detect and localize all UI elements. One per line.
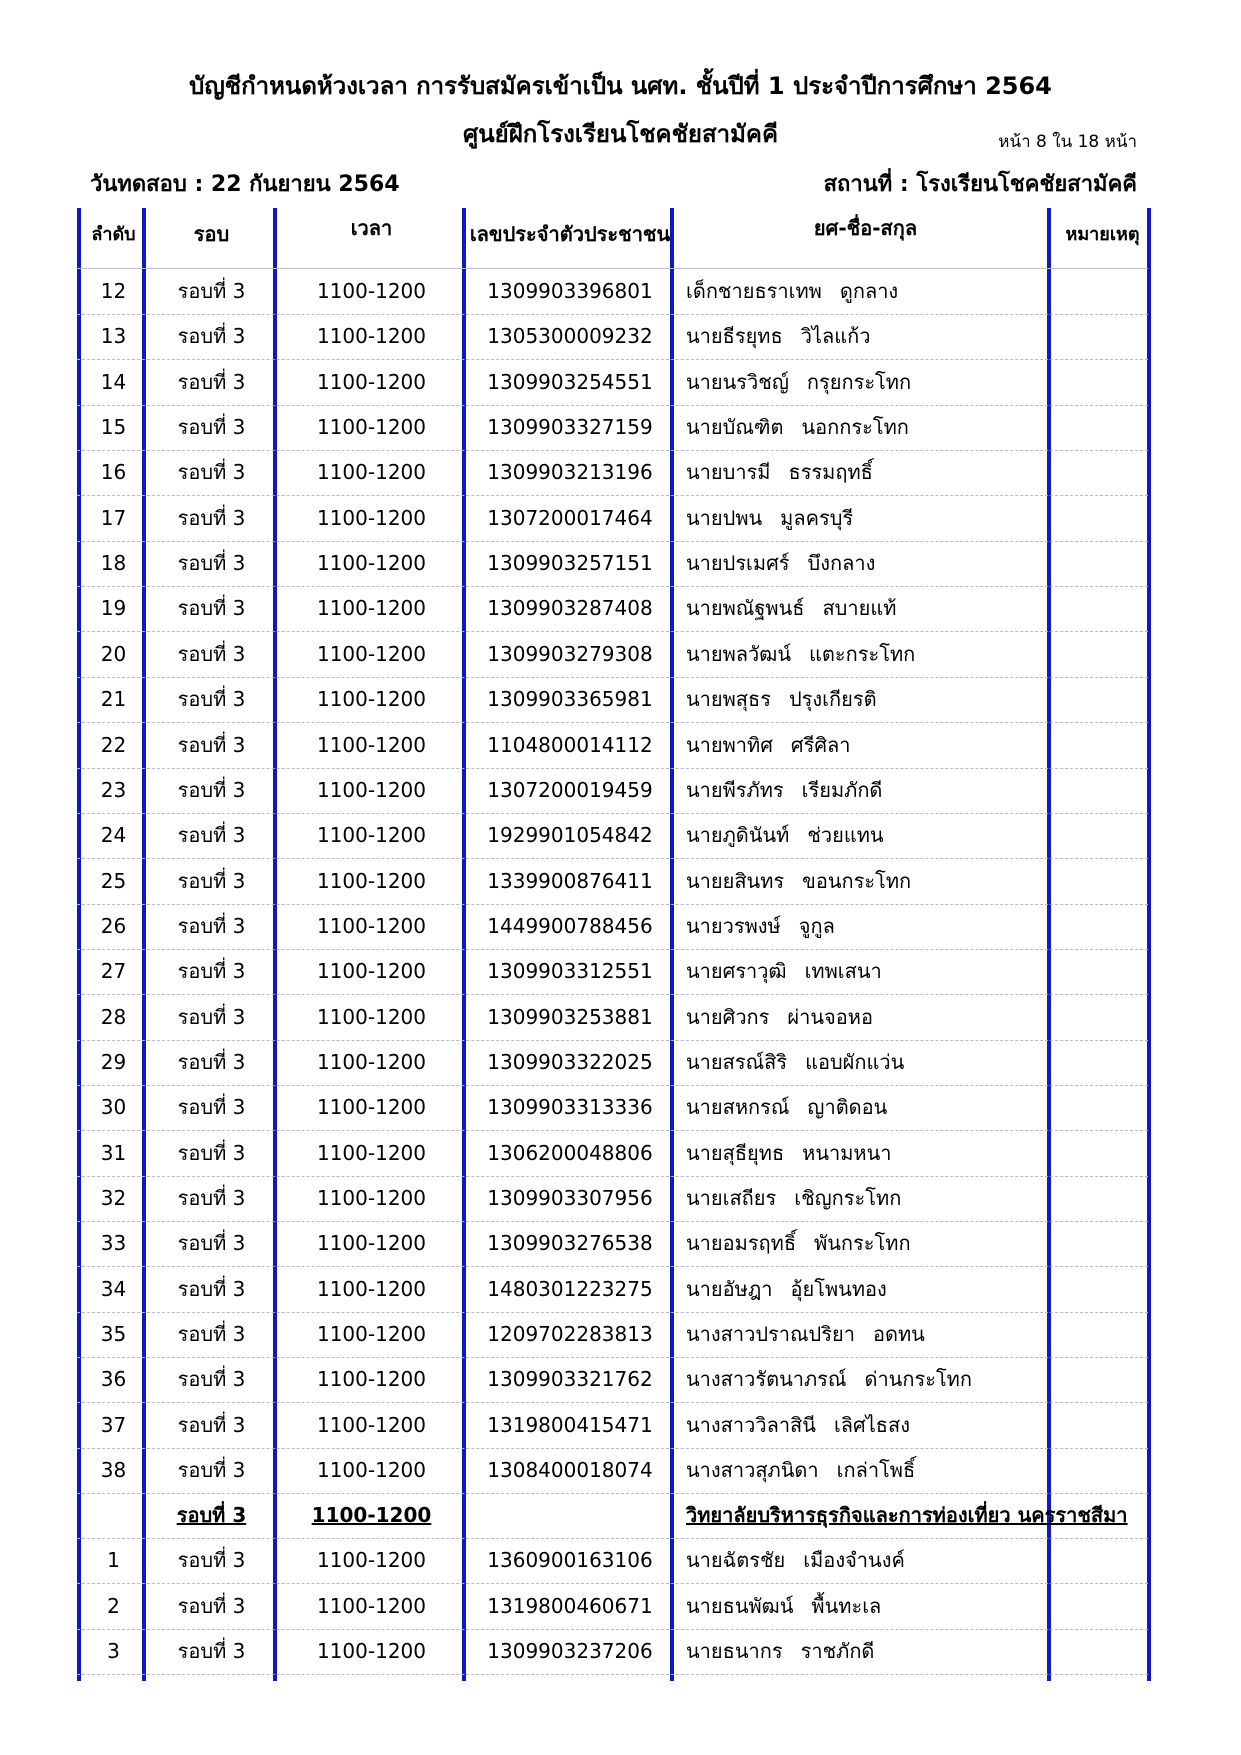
first-name: นายธีรยุทธ (686, 324, 783, 348)
first-name: นายบัณฑิต (686, 415, 784, 439)
first-name: นางสาวรัตนาภรณ์ (686, 1367, 847, 1391)
row-note (1057, 1040, 1148, 1085)
row-note (1057, 1357, 1148, 1402)
row-round: รอบที่ 3 (177, 460, 246, 484)
table-row (77, 949, 1148, 994)
row-round: รอบที่ 3 (177, 551, 246, 575)
row-round: รอบที่ 3 (177, 1277, 246, 1301)
row-round: รอบที่ 3 (177, 642, 246, 666)
table-row (77, 541, 1148, 586)
row-citizen-id: 1309903307956 (487, 1186, 653, 1210)
row-time: 1100-1200 (316, 1639, 426, 1663)
table-row (77, 1629, 1148, 1674)
table-row (77, 1040, 1148, 1085)
row-note (1057, 496, 1148, 541)
row-full-name (678, 1538, 1061, 1583)
table-row (77, 768, 1148, 813)
table-row (77, 1448, 1148, 1493)
row-citizen-id: 1209702283813 (487, 1322, 653, 1346)
row-citizen-id: 1309903276538 (487, 1231, 653, 1255)
row-full-name (678, 1403, 1061, 1448)
row-number: 21 (100, 687, 127, 711)
row-number: 24 (100, 823, 127, 847)
row-citizen-id: 1308400018074 (487, 1458, 653, 1482)
row-time: 1100-1200 (316, 1413, 426, 1437)
row-citizen-id: 1309903257151 (487, 551, 653, 575)
table-row (77, 496, 1148, 541)
row-number: 19 (100, 596, 127, 620)
header-no: ลำดับ (91, 224, 136, 245)
first-name: นายฉัตรชัย (686, 1548, 786, 1572)
row-number: 29 (100, 1050, 127, 1074)
first-name: นางสาววิลาสินี (686, 1413, 816, 1437)
row-note (1057, 677, 1148, 722)
last-name: เลิศไธสง (833, 1413, 910, 1437)
row-round: รอบที่ 3 (177, 1458, 246, 1482)
row-full-name (678, 632, 1061, 677)
table-header-row (77, 212, 1148, 257)
row-number: 13 (100, 324, 127, 348)
row-round: รอบที่ 3 (177, 1095, 246, 1119)
row-note (1057, 1403, 1148, 1448)
row-note (1057, 1085, 1148, 1130)
row-round: รอบที่ 3 (177, 279, 246, 303)
last-name: สบายแท้ (822, 596, 897, 620)
row-round: รอบที่ 3 (177, 1005, 246, 1029)
last-name: เมืองจำนงค์ (803, 1548, 905, 1572)
first-name: นายศราวุฒิ (686, 959, 787, 983)
row-time: 1100-1200 (316, 596, 426, 620)
row-citizen-id: 1339900876411 (487, 869, 653, 893)
row-citizen-id: 1480301223275 (487, 1277, 653, 1301)
last-name: ผ่านจอหอ (787, 1005, 873, 1029)
last-name: นอกกระโทก (801, 415, 909, 439)
row-time: 1100-1200 (316, 687, 426, 711)
row-round: รอบที่ 3 (177, 1367, 246, 1391)
row-note (1057, 768, 1148, 813)
row-full-name (678, 1357, 1061, 1402)
row-time: 1100-1200 (316, 869, 426, 893)
row-note (1057, 1221, 1148, 1266)
row-round: รอบที่ 3 (177, 370, 246, 394)
first-name: นายยสินทร (686, 869, 785, 893)
row-number: 33 (100, 1231, 127, 1255)
row-full-name (678, 723, 1061, 768)
row-citizen-id: 1319800460671 (487, 1594, 653, 1618)
last-name: อดทน (872, 1322, 925, 1346)
first-name: นายเสถียร (686, 1186, 777, 1210)
last-name: ปรุงเกียรติ (788, 687, 877, 711)
row-note (1057, 1448, 1148, 1493)
section-school: วิทยาลัยบริหารธุรกิจและการท่องเที่ยว นครราชสีมา (686, 1503, 1128, 1527)
row-note (1057, 405, 1148, 450)
row-citizen-id: 1307200019459 (487, 778, 653, 802)
last-name: กรุยกระโทก (806, 370, 912, 394)
first-name: นายสรณ์สิริ (686, 1050, 788, 1074)
row-full-name (678, 360, 1061, 405)
first-name: นายธนากร (686, 1639, 783, 1663)
row-full-name (678, 1085, 1061, 1130)
row-round: รอบที่ 3 (177, 1639, 246, 1663)
first-name: นายบารมี (686, 460, 771, 484)
row-time: 1100-1200 (316, 914, 426, 938)
last-name: หนามหนา (802, 1141, 892, 1165)
row-note (1057, 995, 1148, 1040)
first-name: นายพาทิศ (686, 733, 773, 757)
last-name: พันกระโทก (814, 1231, 911, 1255)
row-number: 2 (107, 1594, 120, 1618)
last-name: ด่านกระโทก (864, 1367, 972, 1391)
row-citizen-id: 1309903237206 (487, 1639, 653, 1663)
row-round: รอบที่ 3 (177, 415, 246, 439)
first-name: นายสหกรณ์ (686, 1095, 790, 1119)
first-name: นายภูดินันท์ (686, 823, 790, 847)
row-round: รอบที่ 3 (177, 1413, 246, 1437)
last-name: ธรรมฤทธิ์ (788, 460, 873, 484)
first-name: นายอมรฤทธิ์ (686, 1231, 797, 1255)
first-name: นายปพน (686, 506, 763, 530)
last-name: เชิญกระโทก (794, 1186, 902, 1210)
row-number: 37 (100, 1413, 127, 1437)
header-round: รอบ (193, 222, 230, 246)
table-row (77, 405, 1148, 450)
table-row (77, 1584, 1148, 1629)
row-note (1057, 1629, 1148, 1674)
row-full-name (678, 859, 1061, 904)
table-row (77, 1538, 1148, 1583)
row-round: รอบที่ 3 (177, 1548, 246, 1572)
exam-venue: สถานที่ : โรงเรียนโชคชัยสามัคคี (823, 172, 1137, 197)
row-round: รอบที่ 3 (177, 324, 246, 348)
row-number: 3 (107, 1639, 120, 1663)
document-title: บัญชีกำหนดห้วงเวลา การรับสมัครเข้าเป็น นศท. ชั้นปีที่ 1 ประจำปีการศึกษา 2564 (189, 72, 1052, 100)
section-time: 1100-1200 (311, 1503, 432, 1527)
row-number: 28 (100, 1005, 127, 1029)
row-full-name (678, 995, 1061, 1040)
row-number: 14 (100, 370, 127, 394)
header-name: ยศ-ชื่อ-สกุล (813, 216, 918, 240)
row-note (1057, 904, 1148, 949)
row-citizen-id: 1309903322025 (487, 1050, 653, 1074)
row-note (1057, 269, 1148, 314)
last-name: บึงกลาง (807, 551, 876, 575)
row-time: 1100-1200 (316, 1367, 426, 1391)
table-row (77, 314, 1148, 359)
row-number: 30 (100, 1095, 127, 1119)
row-number: 32 (100, 1186, 127, 1210)
row-time: 1100-1200 (316, 1005, 426, 1029)
row-round: รอบที่ 3 (177, 596, 246, 620)
row-note (1057, 360, 1148, 405)
header-citizen-id: เลขประจำตัวประชาชน (469, 222, 671, 246)
row-full-name (678, 1629, 1061, 1674)
row-time: 1100-1200 (316, 370, 426, 394)
row-number: 35 (100, 1322, 127, 1346)
row-time: 1100-1200 (316, 642, 426, 666)
row-time: 1100-1200 (316, 959, 426, 983)
first-name: เด็กชายธราเทพ (686, 279, 822, 303)
row-time: 1100-1200 (316, 506, 426, 530)
row-number: 1 (107, 1548, 120, 1572)
row-number: 25 (100, 869, 127, 893)
row-round: รอบที่ 3 (177, 506, 246, 530)
row-full-name (678, 1312, 1061, 1357)
row-note (1057, 1176, 1148, 1221)
row-full-name (678, 949, 1061, 994)
row-number: 12 (100, 279, 127, 303)
table-row (77, 1357, 1148, 1402)
page-indicator: หน้า 8 ใน 18 หน้า (998, 132, 1137, 152)
row-citizen-id: 1309903254551 (487, 370, 653, 394)
row-round: รอบที่ 3 (177, 1594, 246, 1618)
row-number: 17 (100, 506, 127, 530)
row-citizen-id: 1309903253881 (487, 1005, 653, 1029)
table-row (77, 450, 1148, 495)
row-round: รอบที่ 3 (177, 687, 246, 711)
row-time: 1100-1200 (316, 1277, 426, 1301)
row-separator (77, 1674, 1148, 1675)
row-citizen-id: 1309903396801 (487, 279, 653, 303)
row-full-name (678, 269, 1061, 314)
table-row (77, 269, 1148, 314)
last-name: แตะกระโทก (809, 642, 916, 666)
last-name: พื้นทะเล (811, 1594, 882, 1618)
row-note (1057, 541, 1148, 586)
row-note (1057, 450, 1148, 495)
first-name: นางสาวสุภนิดา (686, 1458, 819, 1482)
row-number: 38 (100, 1458, 127, 1482)
row-full-name (678, 314, 1061, 359)
row-number: 26 (100, 914, 127, 938)
header-note: หมายเหตุ (1065, 224, 1140, 245)
row-time: 1100-1200 (316, 279, 426, 303)
row-time: 1100-1200 (316, 1231, 426, 1255)
row-time: 1100-1200 (316, 415, 426, 439)
section-round: รอบที่ 3 (176, 1503, 247, 1527)
row-note (1057, 813, 1148, 858)
table-row (77, 1131, 1148, 1176)
section-header-row (77, 1493, 1148, 1538)
row-time: 1100-1200 (316, 551, 426, 575)
row-full-name (678, 1448, 1061, 1493)
table-row (77, 632, 1148, 677)
row-round: รอบที่ 3 (177, 959, 246, 983)
row-number: 36 (100, 1367, 127, 1391)
table-row (77, 1403, 1148, 1448)
last-name: ช่วยแทน (807, 823, 884, 847)
row-full-name (678, 904, 1061, 949)
row-number: 31 (100, 1141, 127, 1165)
last-name: วิไลแก้ว (800, 324, 871, 348)
row-time: 1100-1200 (316, 1050, 426, 1074)
row-citizen-id: 1307200017464 (487, 506, 653, 530)
first-name: นายพสุธร (686, 687, 771, 711)
last-name: จูกูล (798, 914, 835, 938)
row-time: 1100-1200 (316, 324, 426, 348)
first-name: นางสาวปราณปริยา (686, 1322, 855, 1346)
table-row (77, 859, 1148, 904)
last-name: เทพเสนา (804, 959, 882, 983)
row-citizen-id: 1929901054842 (487, 823, 653, 847)
row-number: 23 (100, 778, 127, 802)
last-name: เรียมภักดี (801, 778, 883, 802)
row-citizen-id: 1104800014112 (487, 733, 653, 757)
row-note (1057, 1584, 1148, 1629)
row-time: 1100-1200 (316, 1548, 426, 1572)
table-row (77, 1085, 1148, 1130)
row-full-name (678, 405, 1061, 450)
last-name: ดูกลาง (839, 279, 899, 303)
table-row (77, 360, 1148, 405)
row-number: 15 (100, 415, 127, 439)
training-center-title: ศูนย์ฝึกโรงเรียนโชคชัยสามัคคี (463, 120, 778, 148)
row-citizen-id: 1309903327159 (487, 415, 653, 439)
row-round: รอบที่ 3 (177, 1050, 246, 1074)
row-time: 1100-1200 (316, 460, 426, 484)
first-name: นายพีรภัทร (686, 778, 784, 802)
first-name: นายพณัฐพนธ์ (686, 596, 805, 620)
row-note (1057, 1131, 1148, 1176)
row-full-name (678, 1584, 1061, 1629)
row-citizen-id: 1309903365981 (487, 687, 653, 711)
row-note (1057, 723, 1148, 768)
table-row (77, 1176, 1148, 1221)
last-name: ขอนกระโทก (802, 869, 912, 893)
first-name: นายอัษฎา (686, 1277, 773, 1301)
row-number: 20 (100, 642, 127, 666)
row-note (1057, 632, 1148, 677)
table-row (77, 1267, 1148, 1312)
row-round: รอบที่ 3 (177, 1231, 246, 1255)
row-time: 1100-1200 (316, 733, 426, 757)
row-number: 16 (100, 460, 127, 484)
row-note (1057, 314, 1148, 359)
row-full-name (678, 768, 1061, 813)
first-name: นายธนพัฒน์ (686, 1594, 794, 1618)
table-row (77, 995, 1148, 1040)
row-citizen-id: 1306200048806 (487, 1141, 653, 1165)
last-name: ศรีศิลา (790, 733, 851, 757)
first-name: นายวรพงษ์ (686, 914, 781, 938)
row-full-name (678, 1176, 1061, 1221)
row-round: รอบที่ 3 (177, 1322, 246, 1346)
last-name: ราชภักดี (800, 1639, 875, 1663)
row-time: 1100-1200 (316, 1322, 426, 1346)
row-number: 18 (100, 551, 127, 575)
row-round: รอบที่ 3 (177, 1186, 246, 1210)
row-full-name (678, 450, 1061, 495)
row-citizen-id: 1309903287408 (487, 596, 653, 620)
row-citizen-id: 1309903312551 (487, 959, 653, 983)
first-name: นายนรวิชญ์ (686, 370, 789, 394)
table-row (77, 904, 1148, 949)
exam-date: วันทดสอบ : 22 กันยายน 2564 (90, 172, 400, 197)
last-name: ญาติดอน (807, 1095, 888, 1119)
table-row (77, 723, 1148, 768)
row-number: 34 (100, 1277, 127, 1301)
row-number: 27 (100, 959, 127, 983)
row-round: รอบที่ 3 (177, 869, 246, 893)
first-name: นายปรเมศร์ (686, 551, 790, 575)
row-note (1057, 949, 1148, 994)
last-name: อุ้ยโพนทอง (790, 1277, 887, 1301)
first-name: นายสุธียุทธ (686, 1141, 785, 1165)
row-full-name (678, 1040, 1061, 1085)
row-full-name (678, 1221, 1061, 1266)
header-time: เวลา (350, 216, 393, 240)
row-citizen-id: 1309903321762 (487, 1367, 653, 1391)
row-citizen-id: 1309903213196 (487, 460, 653, 484)
row-number: 22 (100, 733, 127, 757)
row-full-name (678, 1267, 1061, 1312)
row-round: รอบที่ 3 (177, 823, 246, 847)
table-row (77, 1221, 1148, 1266)
row-note (1057, 586, 1148, 631)
row-time: 1100-1200 (316, 1095, 426, 1119)
row-round: รอบที่ 3 (177, 778, 246, 802)
row-note (1057, 1267, 1148, 1312)
row-full-name (678, 813, 1061, 858)
table-row (77, 677, 1148, 722)
table-row (77, 586, 1148, 631)
row-citizen-id: 1360900163106 (487, 1548, 653, 1572)
row-note (1057, 859, 1148, 904)
row-note (1057, 1312, 1148, 1357)
table-row (77, 1312, 1148, 1357)
last-name: มูลครบุรี (780, 506, 854, 530)
first-name: นายพลวัฒน์ (686, 642, 792, 666)
row-time: 1100-1200 (316, 1458, 426, 1482)
row-citizen-id: 1309903279308 (487, 642, 653, 666)
row-round: รอบที่ 3 (177, 914, 246, 938)
row-time: 1100-1200 (316, 1186, 426, 1210)
row-time: 1100-1200 (316, 823, 426, 847)
row-citizen-id: 1319800415471 (487, 1413, 653, 1437)
last-name: เกล่าโพธิ์ (836, 1458, 916, 1482)
row-round: รอบที่ 3 (177, 1141, 246, 1165)
row-full-name (678, 1131, 1061, 1176)
row-note (1057, 1538, 1148, 1583)
row-time: 1100-1200 (316, 778, 426, 802)
row-citizen-id: 1305300009232 (487, 324, 653, 348)
first-name: นายศิวกร (686, 1005, 770, 1029)
row-full-name (678, 677, 1061, 722)
row-round: รอบที่ 3 (177, 733, 246, 757)
row-full-name (678, 496, 1061, 541)
row-full-name (678, 541, 1061, 586)
row-time: 1100-1200 (316, 1594, 426, 1618)
row-citizen-id: 1309903313336 (487, 1095, 653, 1119)
table-row (77, 813, 1148, 858)
row-citizen-id: 1449900788456 (487, 914, 653, 938)
last-name: แอบผักแว่น (805, 1050, 905, 1074)
row-full-name (678, 586, 1061, 631)
row-time: 1100-1200 (316, 1141, 426, 1165)
